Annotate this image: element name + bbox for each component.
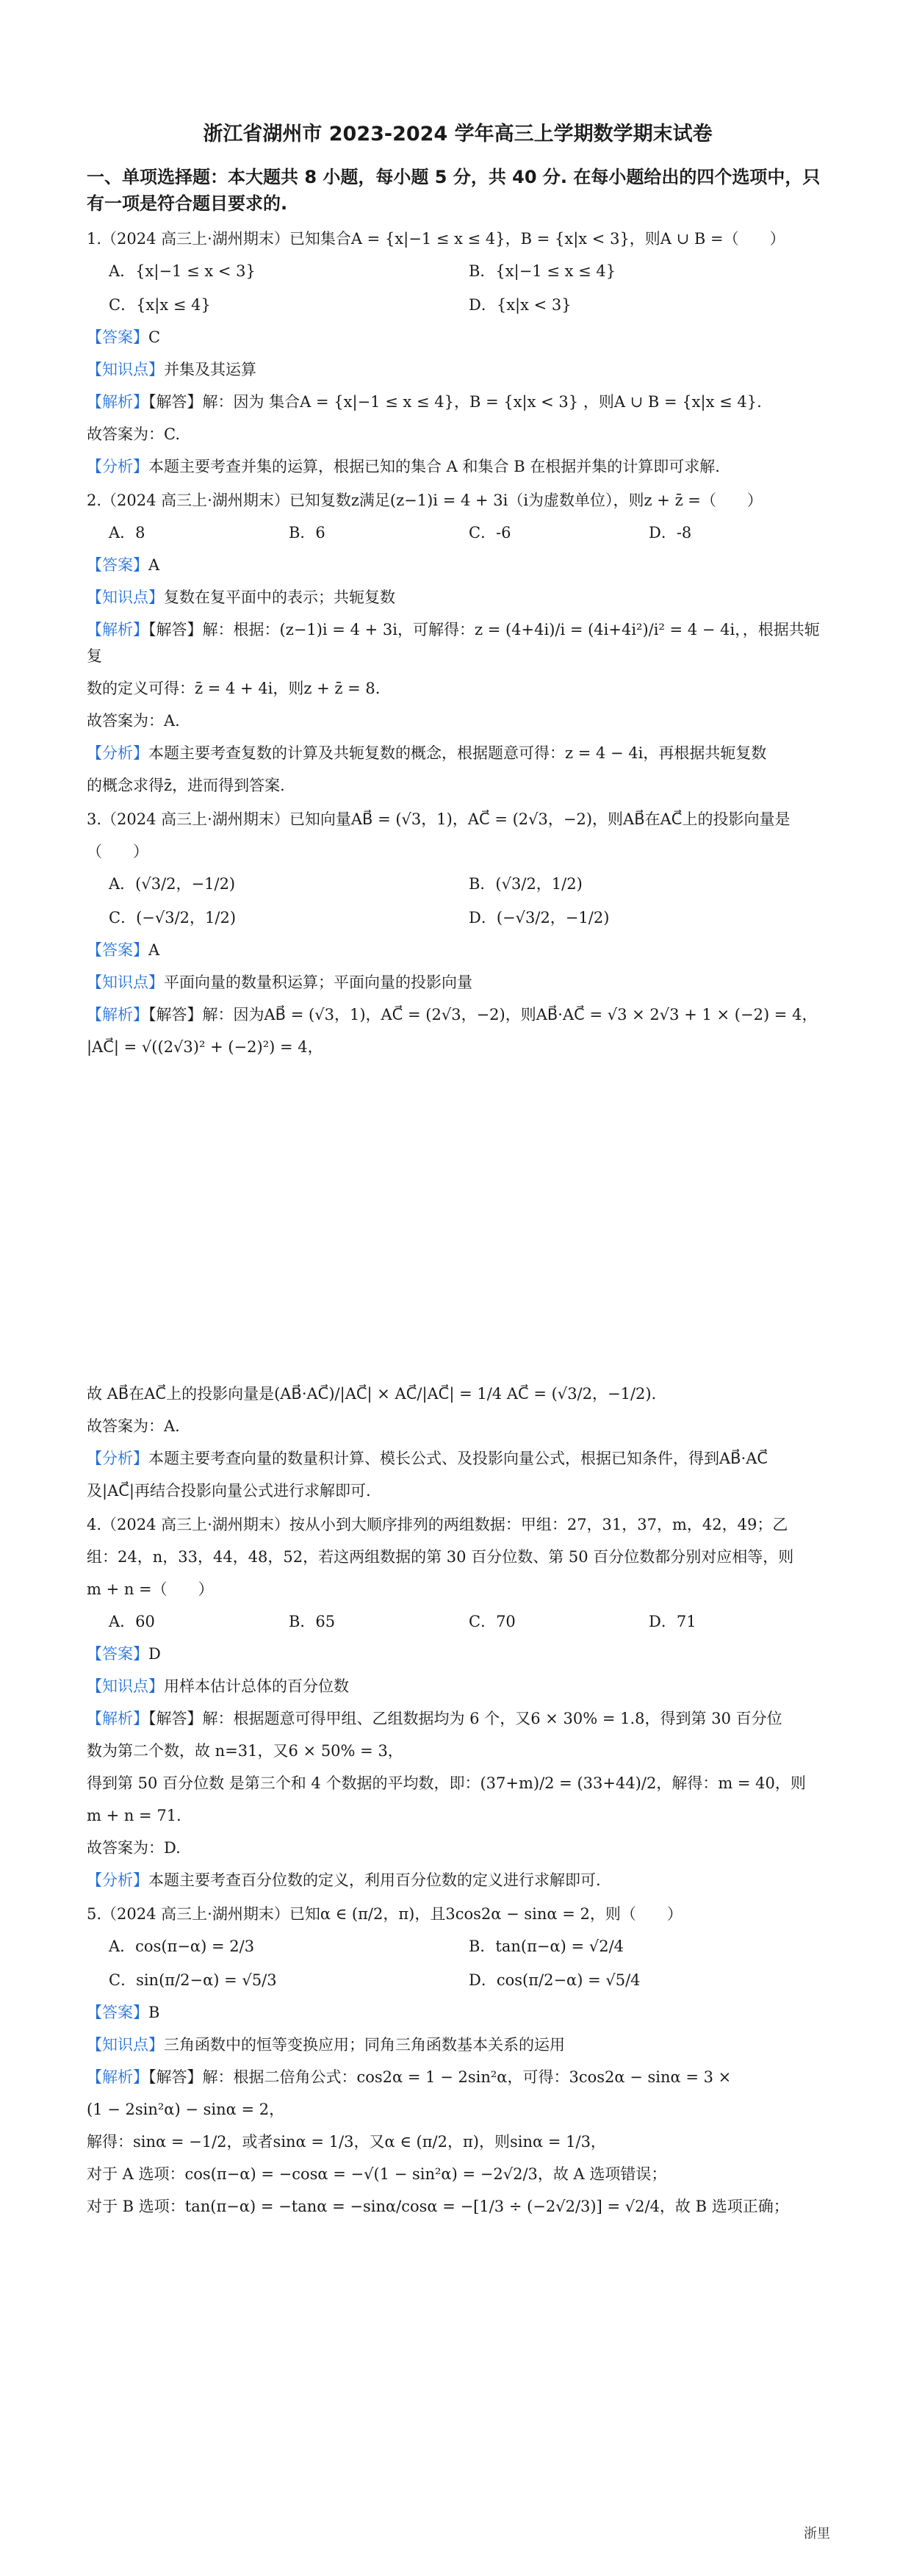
question-stem-continued: m + n =（ ） [87,1580,214,1598]
answer-line [87,937,829,963]
fenxi-line [87,1867,829,1893]
analysis-continued: 对于 B 选项：tan(π−α) = −tanα = −sinα/cosα = −[1/3 ÷ (−2√2/3)] = √2/4，故 B 选项正确； [87,2198,789,2215]
fenxi-tag: 【分析】 [87,458,148,475]
option-c: C．-6 [469,524,511,542]
analysis-text: 【解答】解：根据二倍角公式：cos2α = 1 − 2sin²α，可得：3cos2α − sinα = 3 × [148,2068,732,2086]
knowledge-tag: 【知识点】 [87,1677,164,1695]
option-c: C．{x|x ≤ 4} [109,296,211,314]
knowledge-tag: 【知识点】 [87,2036,164,2054]
knowledge-text: 用样本估计总体的百分位数 [164,1677,349,1695]
conclusion: 故答案为：A. [87,712,180,730]
knowledge-tag: 【知识点】 [87,589,164,606]
question-stem: 3.（2024 高三上·湖州期末）已知向量AB⃗ = (√3，1)，AC⃗ = (2√3，−2)，则AB⃗在AC⃗上的投影向量是 [87,810,791,828]
fenxi-line [87,1445,829,1472]
option-c: C．70 [469,1613,516,1630]
conclusion: 故答案为：A. [87,1417,180,1435]
conclusion: 故答案为：D. [87,1839,181,1857]
blank-space [87,1066,829,1375]
knowledge-line [87,356,829,383]
analysis-text: 【解答】解：因为 集合A = {x|−1 ≤ x ≤ 4}，B = {x|x < 3} ，则A ∪ B = {x|x ≤ 4}. [148,393,762,411]
answer-line [87,1999,829,2026]
option-a: A．60 [109,1613,155,1630]
option-b: B．(√3/2，1/2) [469,875,583,893]
knowledge-line [87,969,829,996]
answer-tag: 【答案】 [87,2004,148,2021]
option-a: A．(√3/2，−1/2) [109,875,236,893]
fenxi-line [87,740,829,766]
option-c: C．(−√3/2，1/2) [109,909,237,927]
fenxi-text: 本题主要考查并集的运算，根据已知的集合 A 和集合 B 在根据并集的计算即可求解. [148,458,720,475]
answer-tag: 【答案】 [87,328,148,346]
analysis-line [87,389,829,415]
question-stem: 2.（2024 高三上·湖州期末）已知复数z满足(z−1)i = 4 + 3i（i为虚数单位），则z + z̄ =（ ） [87,492,763,509]
question-2 [87,487,829,799]
analysis-text: 【解答】解：根据：(z−1)i = 4 + 3i，可解得：z = (4+4i)/i = (4i+4i²)/i² = 4 − 4i，，根据共轭复 [87,621,820,665]
section-heading: 一、单项选择题：本大题共 8 小题，每小题 5 分，共 40 分. 在每小题给出的四个选项中，只有一项是符合题目要求的. [87,167,821,214]
options [87,258,829,318]
option-a: A．cos(π−α) = 2/3 [109,1938,255,1955]
option-b: B．tan(π−α) = √2/4 [469,1938,624,1955]
answer-line [87,324,829,350]
fenxi-text: 本题主要考查百分位数的定义，利用百分位数的定义进行求解即可. [148,1871,601,1889]
answer-tag: 【答案】 [87,556,148,574]
question-3 [87,806,829,1504]
analysis-continued: 数的定义可得：z̄ = 4 + 4i，则z + z̄ = 8. [87,680,381,697]
fenxi-continued: 及|AC⃗|再结合投影向量公式进行求解即可. [87,1482,371,1500]
options [87,519,829,546]
knowledge-text: 并集及其运算 [164,361,256,378]
answer-value: B [148,2004,160,2021]
answer-value: D [148,1645,161,1663]
option-c: C．sin(π/2−α) = √5/3 [109,1971,277,1989]
option-d: D．(−√3/2，−1/2) [469,909,610,927]
options [87,871,829,931]
answer-tag: 【答案】 [87,941,148,959]
knowledge-tag: 【知识点】 [87,974,164,991]
question-1 [87,226,829,480]
analysis-continued: 解得：sinα = −1/2，或者sinα = 1/3，又α ∈ (π/2，π)，则sinα = 1/3， [87,2133,606,2151]
analysis-continued: m + n = 71. [87,1807,181,1824]
fenxi-line [87,453,829,480]
question-stem: 4.（2024 高三上·湖州期末）按从小到大顺序排列的两组数据：甲组：27，31，37，m，42，49；乙 [87,1516,788,1533]
fenxi-tag: 【分析】 [87,1450,148,1467]
page-title: 浙江省湖州市 2023-2024 学年高三上学期数学期末试卷 [203,123,713,145]
option-b: B．6 [289,524,325,542]
answer-tag: 【答案】 [87,1645,148,1663]
answer-line [87,552,829,578]
knowledge-line [87,584,829,611]
analysis-tag: 【解析】 [87,393,148,411]
fenxi-text: 本题主要考查复数的计算及共轭复数的概念，根据题意可得：z = 4 − 4i，再根据共轭复数 [148,744,767,762]
exam-page [87,118,829,2226]
conclusion: 故答案为：C. [87,425,180,443]
analysis-continued: (1 − 2sin²α) − sinα = 2， [87,2101,285,2118]
fenxi-continued: 的概念求得z̄，进而得到答案. [87,777,285,794]
option-d: D．-8 [649,524,692,542]
option-d: D．cos(π/2−α) = √5/4 [469,1971,641,1989]
analysis-continued: 对于 A 选项：cos(π−α) = −cosα = −√(1 − sin²α) = −2√2/3，故 A 选项错误； [87,2165,667,2183]
analysis-continued: |AC⃗| = √((2√3)² + (−2)²) = 4， [87,1038,323,1056]
option-d: D．{x|x < 3} [469,296,572,314]
option-a: A．{x|−1 ≤ x < 3} [109,262,256,280]
question-stem: 5.（2024 高三上·湖州期末）已知α ∈ (π/2，π)，且3cos2α − sinα = 2，则（ ） [87,1905,683,1923]
analysis-continued: 故 AB⃗在AC⃗上的投影向量是(AB⃗·AC⃗)/|AC⃗| × AC⃗/|AC⃗| = 1/4 AC⃗ = (√3/2，−1/2). [87,1385,657,1403]
analysis-tag: 【解析】 [87,1710,148,1727]
analysis-tag: 【解析】 [87,2068,148,2086]
knowledge-text: 复数在复平面中的表示；共轭复数 [164,589,395,606]
options [87,1608,829,1635]
analysis-line [87,1001,829,1028]
question-stem-continued: 组：24，n，33，44，48，52，若这两组数据的第 30 百分位数、第 50 百分位数都分别对应相等，则 [87,1548,794,1566]
answer-value: C [148,328,161,346]
analysis-tag: 【解析】 [87,1006,148,1023]
analysis-text: 【解答】解：根据题意可得甲组、乙组数据均为 6 个，又6 × 30% = 1.8，得到第 30 百分位 [148,1710,782,1727]
question-4 [87,1511,829,1893]
fenxi-text: 本题主要考查向量的数量积计算、模长公式、及投影向量公式，根据已知条件，得到AB⃗·AC⃗ [148,1450,768,1467]
analysis-line [87,1705,829,1732]
knowledge-text: 平面向量的数量积运算；平面向量的投影向量 [164,974,472,991]
option-a: A．8 [109,524,145,542]
option-b: B．65 [289,1613,336,1630]
page-footer: 浙里 [804,2526,830,2541]
fenxi-tag: 【分析】 [87,744,148,762]
answer-value: A [148,556,160,574]
knowledge-line [87,1673,829,1699]
analysis-line [87,2064,829,2090]
option-d: D．71 [649,1613,696,1630]
analysis-tag: 【解析】 [87,621,148,638]
answer-line [87,1641,829,1667]
analysis-continued: 数为第二个数，故 n=31，又6 × 50% = 3， [87,1742,403,1760]
knowledge-text: 三角函数中的恒等变换应用；同角三角函数基本关系的运用 [164,2036,565,2054]
knowledge-tag: 【知识点】 [87,361,164,378]
option-b: B．{x|−1 ≤ x ≤ 4} [469,262,616,280]
analysis-line [87,616,829,669]
analysis-continued: 得到第 50 百分位数 是第三个和 4 个数据的平均数，即：(37+m)/2 = (33+44)/2，解得：m = 40，则 [87,1774,806,1792]
analysis-text: 【解答】解：因为AB⃗ = (√3，1)，AC⃗ = (2√3，−2)，则AB⃗·AC⃗ = √3 × 2√3 + 1 × (−2) = 4， [148,1006,818,1023]
options [87,1933,829,1993]
question-stem-continued: （ ） [87,843,148,860]
answer-value: A [148,941,160,959]
question-5 [87,1901,829,2220]
question-stem: 1.（2024 高三上·湖州期末）已知集合A = {x|−1 ≤ x ≤ 4}，B = {x|x < 3}，则A ∪ B =（ ） [87,230,785,248]
fenxi-tag: 【分析】 [87,1871,148,1889]
knowledge-line [87,2032,829,2058]
